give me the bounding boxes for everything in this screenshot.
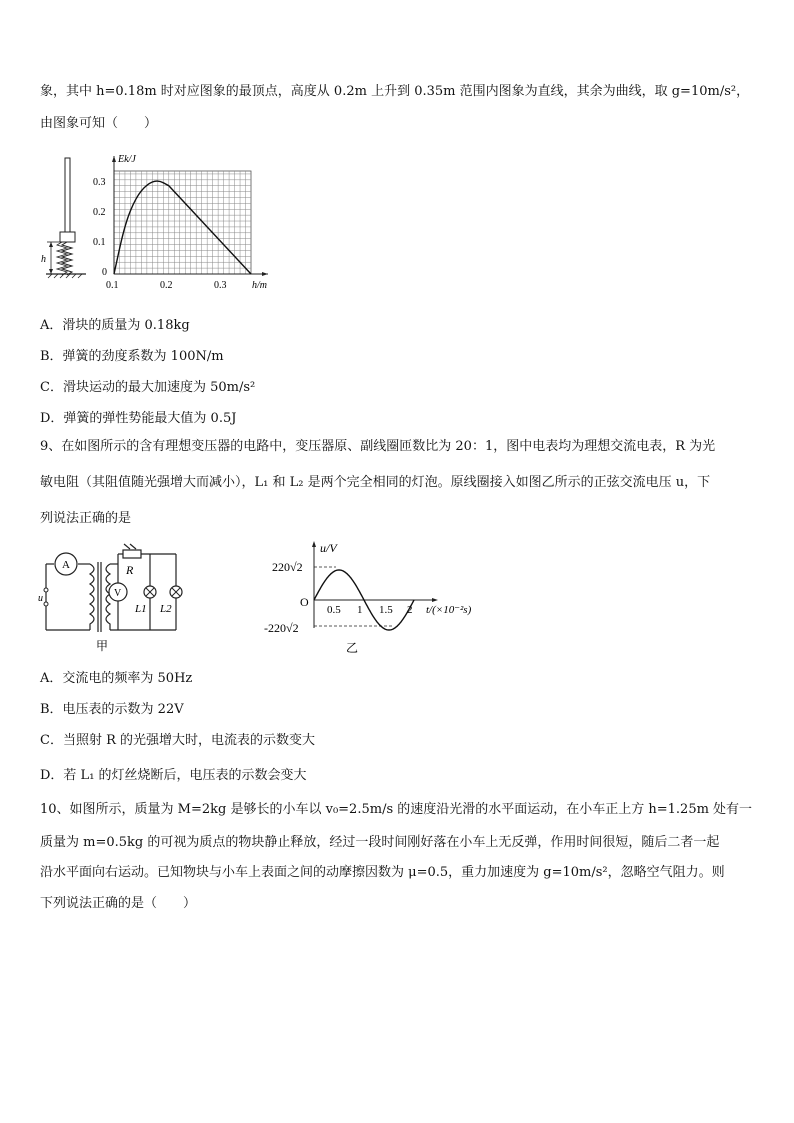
wave-tick-2: 2 — [407, 604, 413, 616]
ek-h-graph — [93, 154, 268, 291]
q9-text-line3: 列说法正确的是 — [40, 511, 132, 526]
source-label: u — [38, 593, 43, 604]
lamp2-label: L2 — [160, 603, 172, 615]
ammeter-label: A — [62, 559, 70, 571]
h-label: h — [41, 254, 46, 265]
q8-figure — [38, 150, 288, 295]
q8-text-line1: 象，其中 h=0.18m 时对应图象的最顶点，高度从 0.2m 上升到 0.35m 范围内图象为直线，其余为曲线，取 g=10m/s²， — [40, 84, 750, 99]
x-tick-0.2: 0.2 — [160, 280, 173, 291]
y-tick-0.1: 0.1 — [93, 237, 106, 248]
q8-option-d: D．弹簧的弹性势能最大值为 0.5J — [40, 411, 237, 426]
lamp1-icon — [144, 586, 156, 598]
circuit-diagram — [38, 542, 198, 657]
y-tick-0: 0 — [102, 267, 107, 278]
lamp2-icon — [170, 586, 182, 598]
q8-option-a: A．滑块的质量为 0.18kg — [40, 318, 190, 333]
wave-tick-1.5: 1.5 — [379, 604, 393, 616]
wave-tick-0.5: 0.5 — [327, 604, 341, 616]
q10-text-line1: 10、如图所示，质量为 M=2kg 是够长的小车以 v₀=2.5m/s 的速度沿光滑的水平面运动，在小车正上方 h=1.25m 处有一 — [40, 802, 753, 817]
wave-tick-1: 1 — [357, 604, 363, 616]
x-tick-0.3: 0.3 — [214, 280, 227, 291]
q10-text-line3: 沿水平面向右运动。已知物块与小车上表面之间的动摩擦因数为 μ=0.5，重力加速度为 g=10m/s²，忽略空气阻力。则 — [40, 865, 725, 880]
q9-text-line2: 敏电阻（其阻值随光强增大而减小），L₁ 和 L₂ 是两个完全相同的灯泡。原线圈接入如图乙所示的正弦交流电压 u，下 — [40, 475, 711, 490]
q8-option-c: C．滑块运动的最大加速度为 50m/s² — [40, 380, 256, 395]
y-axis-label: Ek/J — [118, 154, 136, 165]
q8-text-line2: 由图象可知（ ） — [40, 116, 158, 131]
resistor-label: R — [126, 563, 134, 577]
wave-top-label: 220√2 — [272, 560, 303, 574]
wave-caption: 乙 — [346, 641, 359, 655]
q10-text-line4: 下列说法正确的是（ ） — [40, 896, 197, 911]
q10-text-line2: 质量为 m=0.5kg 的可视为质点的物块静止释放，经过一段时间刚好落在小车上无反弹，作用时间很短，随后二者一起 — [40, 835, 720, 850]
wave-y-label: u/V — [320, 541, 337, 555]
q9-option-c: C．当照射 R 的光强增大时，电流表的示数变大 — [40, 733, 315, 748]
wave-t-label: t/(×10⁻²s) — [426, 604, 472, 616]
voltage-wave-graph — [262, 538, 512, 660]
q8-option-b: B．弹簧的劲度系数为 100N/m — [40, 349, 224, 364]
lamp1-label: L1 — [135, 603, 147, 615]
q9-text-line1: 9、在如图所示的含有理想变压器的电路中，变压器原、副线圈匝数比为 20：1，图中电表均为理想交流电表，R 为光 — [40, 439, 716, 454]
q9-option-b: B．电压表的示数为 22V — [40, 702, 184, 717]
wave-bottom-label: -220√2 — [264, 621, 299, 635]
q9-option-a: A．交流电的频率为 50Hz — [40, 671, 193, 686]
voltmeter-label: V — [114, 588, 122, 599]
wave-origin-label: O — [300, 595, 309, 609]
y-tick-0.3: 0.3 — [93, 177, 106, 188]
circuit-caption: 甲 — [96, 639, 109, 653]
y-tick-0.2: 0.2 — [93, 207, 106, 218]
ek-curve — [114, 181, 251, 274]
x-tick-0.1: 0.1 — [106, 280, 119, 291]
q9-option-d: D．若 L₁ 的灯丝烧断后，电压表的示数会变大 — [40, 768, 307, 783]
x-axis-label: h/m — [252, 280, 267, 291]
spring-apparatus — [41, 158, 86, 278]
